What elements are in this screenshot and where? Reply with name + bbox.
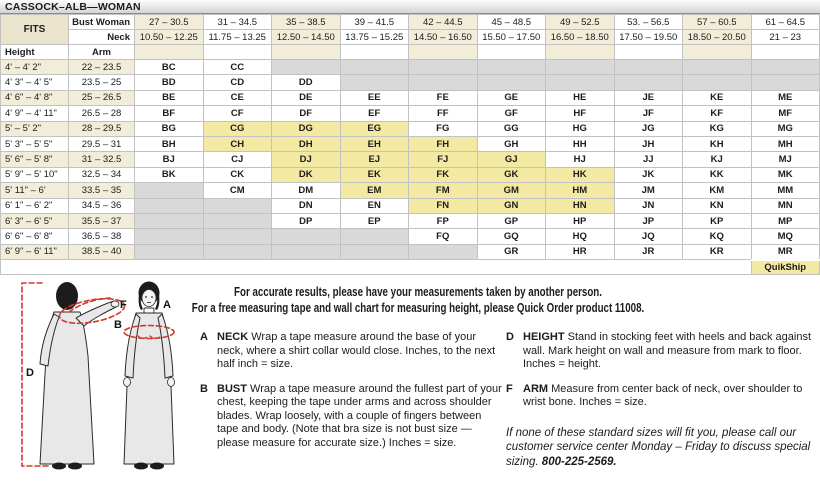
size-code-cell: DP: [272, 213, 341, 228]
neck-range-cell: 11.75 – 13.25: [203, 30, 272, 45]
unavailable-cell: [135, 198, 204, 213]
bust-row-label: Bust Woman: [69, 15, 135, 30]
size-code-cell: JP: [614, 213, 683, 228]
size-code-cell: GF: [477, 106, 546, 121]
size-code-cell: DF: [272, 106, 341, 121]
unavailable-cell: [203, 229, 272, 244]
neck-range-cell: 14.50 – 16.50: [409, 30, 478, 45]
size-code-cell: HG: [546, 121, 615, 136]
header-spacer-cell: [409, 45, 478, 60]
size-code-cell: BJ: [135, 152, 204, 167]
size-code-cell: MP: [751, 213, 820, 228]
size-code-cell: GJ: [477, 152, 546, 167]
instruction-text: [217, 331, 503, 372]
size-code-cell: CJ: [203, 152, 272, 167]
size-code-cell: KQ: [683, 229, 752, 244]
size-code-cell: DJ: [272, 152, 341, 167]
size-code-cell: MQ: [751, 229, 820, 244]
size-code-cell: FM: [409, 183, 478, 198]
neck-range-cell: 18.50 – 20.50: [683, 30, 752, 45]
header-spacer-cell: [135, 45, 204, 60]
unavailable-cell: [614, 60, 683, 75]
neck-range-cell: 15.50 – 17.50: [477, 30, 546, 45]
bust-range-cell: 45 – 48.5: [477, 15, 546, 30]
size-code-cell: KJ: [683, 152, 752, 167]
size-code-cell: DH: [272, 136, 341, 151]
figure-label-a: A: [163, 299, 171, 311]
unavailable-cell: [409, 75, 478, 90]
size-code-cell: FJ: [409, 152, 478, 167]
size-code-cell: JH: [614, 136, 683, 151]
size-code-cell: GN: [477, 198, 546, 213]
height-range-cell: 5' 11" – 6': [1, 183, 69, 198]
header-spacer-cell: [683, 45, 752, 60]
figure-label-b: B: [114, 319, 122, 331]
unavailable-cell: [409, 244, 478, 259]
arm-range-cell: 32.5 – 34: [69, 167, 135, 182]
instructions-column-left: [200, 331, 503, 461]
size-code-cell: FK: [409, 167, 478, 182]
header-spacer-cell: [272, 45, 341, 60]
bust-range-cell: 39 – 41.5: [340, 15, 409, 30]
height-range-cell: 6' 3" – 6' 5": [1, 213, 69, 228]
arm-range-cell: 29.5 – 31: [69, 136, 135, 151]
size-code-cell: DK: [272, 167, 341, 182]
instruction-text: [523, 383, 814, 410]
height-range-cell: 4' 6" – 4' 8": [1, 90, 69, 105]
size-code-cell: MH: [751, 136, 820, 151]
arm-range-cell: 33.5 – 35: [69, 183, 135, 198]
size-code-cell: KM: [683, 183, 752, 198]
header-spacer-cell: [546, 45, 615, 60]
size-code-cell: FF: [409, 106, 478, 121]
unavailable-cell: [477, 75, 546, 90]
arm-range-cell: 38.5 – 40: [69, 244, 135, 259]
size-code-cell: GQ: [477, 229, 546, 244]
height-range-cell: 4' – 4' 2": [1, 60, 69, 75]
bust-header-row: [1, 15, 820, 30]
height-range-cell: 6' 1" – 6' 2": [1, 198, 69, 213]
header-spacer-cell: [340, 45, 409, 60]
size-code-cell: JF: [614, 106, 683, 121]
size-code-cell: MR: [751, 244, 820, 259]
size-code-cell: KK: [683, 167, 752, 182]
unavailable-cell: [272, 244, 341, 259]
unavailable-cell: [135, 183, 204, 198]
header-spacer-cell: [477, 45, 546, 60]
size-table-body: [1, 60, 820, 260]
size-code-cell: MM: [751, 183, 820, 198]
figure-label-d: D: [26, 367, 34, 379]
height-col-label: Height: [1, 45, 69, 60]
bust-range-cell: 49 – 52.5: [546, 15, 615, 30]
height-range-cell: 4' 3" – 4' 5": [1, 75, 69, 90]
size-code-cell: JG: [614, 121, 683, 136]
unavailable-cell: [203, 198, 272, 213]
size-code-cell: FQ: [409, 229, 478, 244]
unavailable-cell: [135, 244, 204, 259]
size-code-cell: CG: [203, 121, 272, 136]
size-code-cell: HH: [546, 136, 615, 151]
size-code-cell: CK: [203, 167, 272, 182]
instruction-letter: F: [506, 382, 513, 395]
instruction-term: ARM: [523, 382, 549, 395]
size-row: [1, 121, 820, 136]
size-code-cell: FP: [409, 213, 478, 228]
size-code-cell: EH: [340, 136, 409, 151]
header-spacer-cell: [614, 45, 683, 60]
arm-col-label: Arm: [69, 45, 135, 60]
arm-range-cell: 22 – 23.5: [69, 60, 135, 75]
size-code-cell: DE: [272, 90, 341, 105]
size-code-cell: KP: [683, 213, 752, 228]
size-row: [1, 106, 820, 121]
neck-range-cell: 16.50 – 18.50: [546, 30, 615, 45]
size-row: [1, 244, 820, 259]
bust-range-cell: 27 – 30.5: [135, 15, 204, 30]
unavailable-cell: [340, 75, 409, 90]
size-code-cell: FN: [409, 198, 478, 213]
size-code-cell: GM: [477, 183, 546, 198]
size-code-cell: GK: [477, 167, 546, 182]
height-range-cell: 4' 9" – 4' 11": [1, 106, 69, 121]
size-code-cell: JK: [614, 167, 683, 182]
height-range-cell: 5' 3" – 5' 5": [1, 136, 69, 151]
quikship-row: [1, 260, 820, 275]
size-code-cell: FG: [409, 121, 478, 136]
size-code-cell: HN: [546, 198, 615, 213]
neck-range-cell: 21 – 23: [751, 30, 820, 45]
size-code-cell: ME: [751, 90, 820, 105]
special-sizing-text: If none of these standard sizes will fit you, please call our customer service center Monday – Friday to discuss special sizing.: [506, 426, 811, 468]
unavailable-cell: [409, 60, 478, 75]
size-code-cell: MJ: [751, 152, 820, 167]
unavailable-cell: [751, 75, 820, 90]
size-code-cell: HM: [546, 183, 615, 198]
size-code-cell: DG: [272, 121, 341, 136]
instruction-bust: [200, 383, 503, 451]
size-code-cell: EM: [340, 183, 409, 198]
arm-range-cell: 28 – 29.5: [69, 121, 135, 136]
size-code-cell: CH: [203, 136, 272, 151]
size-code-cell: EK: [340, 167, 409, 182]
size-code-cell: BD: [135, 75, 204, 90]
instruction-text: [523, 331, 814, 372]
instruction-letter: D: [506, 331, 514, 343]
height-range-cell: 5' 9" – 5' 10": [1, 167, 69, 182]
size-row: [1, 60, 820, 75]
size-code-cell: BH: [135, 136, 204, 151]
size-code-cell: HR: [546, 244, 615, 259]
size-code-cell: GR: [477, 244, 546, 259]
arm-range-cell: 23.5 – 25: [69, 75, 135, 90]
size-code-cell: HP: [546, 213, 615, 228]
size-row: [1, 167, 820, 182]
arm-range-cell: 36.5 – 38: [69, 229, 135, 244]
instruction-neck: [200, 331, 503, 372]
back-view-figure-icon: [40, 282, 126, 470]
neck-range-cell: 12.50 – 14.50: [272, 30, 341, 45]
bust-range-cell: 35 – 38.5: [272, 15, 341, 30]
neck-range-cell: 10.50 – 12.25: [135, 30, 204, 45]
size-code-cell: GP: [477, 213, 546, 228]
size-code-cell: CE: [203, 90, 272, 105]
size-code-cell: EP: [340, 213, 409, 228]
size-row: [1, 75, 820, 90]
size-code-cell: CF: [203, 106, 272, 121]
size-code-cell: JR: [614, 244, 683, 259]
unavailable-cell: [272, 60, 341, 75]
unavailable-cell: [340, 229, 409, 244]
size-row: [1, 213, 820, 228]
quikship-spacer: [1, 260, 752, 275]
size-code-cell: MK: [751, 167, 820, 182]
arm-range-cell: 34.5 – 36: [69, 198, 135, 213]
size-row: [1, 136, 820, 151]
bust-range-cell: 31 – 34.5: [203, 15, 272, 30]
size-code-cell: FH: [409, 136, 478, 151]
size-code-cell: BK: [135, 167, 204, 182]
size-code-cell: CM: [203, 183, 272, 198]
size-row: [1, 229, 820, 244]
unavailable-cell: [614, 75, 683, 90]
neck-range-cell: 17.50 – 19.50: [614, 30, 683, 45]
size-code-cell: KE: [683, 90, 752, 105]
size-code-cell: DN: [272, 198, 341, 213]
bust-range-cell: 42 – 44.5: [409, 15, 478, 30]
instruction-body: Measure from center back of neck, over shoulder to wrist bone. Inches = size.: [523, 382, 803, 408]
size-code-cell: GH: [477, 136, 546, 151]
header-spacer-cell: [203, 45, 272, 60]
unavailable-cell: [203, 244, 272, 259]
instruction-text: [217, 383, 503, 451]
unavailable-cell: [683, 75, 752, 90]
instruction-term: HEIGHT: [523, 331, 565, 343]
measurement-figure-illustration: [2, 280, 194, 480]
unavailable-cell: [272, 229, 341, 244]
instruction-term: NECK: [217, 331, 249, 343]
size-code-cell: DM: [272, 183, 341, 198]
size-code-cell: CD: [203, 75, 272, 90]
size-code-cell: MF: [751, 106, 820, 121]
customer-service-phone: 800-225-2569.: [541, 455, 617, 468]
size-code-cell: KN: [683, 198, 752, 213]
unavailable-cell: [546, 75, 615, 90]
measuring-intro: [178, 284, 658, 316]
size-code-cell: HF: [546, 106, 615, 121]
unavailable-cell: [477, 60, 546, 75]
size-table: [0, 14, 820, 275]
size-code-cell: KF: [683, 106, 752, 121]
bust-range-cell: 61 – 64.5: [751, 15, 820, 30]
neck-header-row: [1, 30, 820, 45]
size-code-cell: EN: [340, 198, 409, 213]
unavailable-cell: [135, 213, 204, 228]
size-code-cell: HJ: [546, 152, 615, 167]
size-code-cell: HK: [546, 167, 615, 182]
size-code-cell: GE: [477, 90, 546, 105]
size-code-cell: MG: [751, 121, 820, 136]
bust-range-cell: 53. – 56.5: [614, 15, 683, 30]
height-range-cell: 5' 6" – 5' 8": [1, 152, 69, 167]
height-range-cell: 5' – 5' 2": [1, 121, 69, 136]
size-code-cell: HE: [546, 90, 615, 105]
unavailable-cell: [203, 213, 272, 228]
size-code-cell: BF: [135, 106, 204, 121]
size-code-cell: JJ: [614, 152, 683, 167]
instructions-column-right: [506, 331, 814, 469]
arm-range-cell: 26.5 – 28: [69, 106, 135, 121]
intro-line-1: For accurate results, please have your measurements taken by another person.: [234, 284, 602, 299]
unavailable-cell: [751, 60, 820, 75]
size-code-cell: BC: [135, 60, 204, 75]
arm-range-cell: 25 – 26.5: [69, 90, 135, 105]
size-row: [1, 152, 820, 167]
unavailable-cell: [135, 229, 204, 244]
neck-range-cell: 13.75 – 15.25: [340, 30, 409, 45]
bust-range-cell: 57 – 60.5: [683, 15, 752, 30]
size-code-cell: EJ: [340, 152, 409, 167]
size-code-cell: BE: [135, 90, 204, 105]
header-spacer-cell: [751, 45, 820, 60]
height-range-cell: 6' 9" – 6' 11": [1, 244, 69, 259]
size-code-cell: JM: [614, 183, 683, 198]
arm-range-cell: 35.5 – 37: [69, 213, 135, 228]
figure-label-f: F: [120, 299, 127, 311]
neck-row-label: Neck: [69, 30, 135, 45]
size-code-cell: JN: [614, 198, 683, 213]
size-code-cell: MN: [751, 198, 820, 213]
size-row: [1, 183, 820, 198]
unavailable-cell: [683, 60, 752, 75]
size-code-cell: FE: [409, 90, 478, 105]
instruction-body: Wrap a tape measure around the fullest part of your chest, keeping the tape under arms and across shoulder blades. Wrap loosely, with a couple of fingers between tape and body. (Note that bra size is not bust size — please measure for accurate size.) Inches = size.: [217, 382, 502, 449]
unavailable-cell: [546, 60, 615, 75]
instruction-letter: B: [200, 382, 208, 395]
instruction-height: [506, 331, 814, 372]
chart-title: CASSOCK–ALB—WOMAN: [0, 0, 820, 14]
intro-line-2: For a free measuring tape and wall chart for measuring height, please Quick Order product 11008.: [191, 300, 645, 315]
size-code-cell: EG: [340, 121, 409, 136]
instruction-letter: A: [200, 331, 208, 343]
special-sizing-note: [506, 426, 814, 470]
instruction-term: BUST: [217, 382, 247, 395]
size-code-cell: KR: [683, 244, 752, 259]
size-code-cell: KH: [683, 136, 752, 151]
unavailable-cell: [340, 244, 409, 259]
instruction-body: Stand in stocking feet with heels and back against wall. Mark height on wall and measure from mark to floor. Inches = height.: [523, 331, 811, 370]
fits-header: FITS: [1, 15, 69, 45]
size-code-cell: JE: [614, 90, 683, 105]
size-code-cell: CC: [203, 60, 272, 75]
size-code-cell: EF: [340, 106, 409, 121]
size-row: [1, 90, 820, 105]
height-arm-header-row: [1, 45, 820, 60]
size-code-cell: HQ: [546, 229, 615, 244]
size-code-cell: DD: [272, 75, 341, 90]
size-code-cell: BG: [135, 121, 204, 136]
instruction-arm: [506, 383, 814, 410]
instruction-body: Wrap a tape measure around the base of your neck, where a shirt collar would close. Inches, to the next half inch = size.: [217, 331, 496, 370]
size-code-cell: JQ: [614, 229, 683, 244]
arm-range-cell: 31 – 32.5: [69, 152, 135, 167]
height-range-cell: 6' 6" – 6' 8": [1, 229, 69, 244]
size-code-cell: KG: [683, 121, 752, 136]
size-code-cell: GG: [477, 121, 546, 136]
quikship-badge: QuikShip: [751, 260, 820, 275]
size-code-cell: EE: [340, 90, 409, 105]
size-row: [1, 198, 820, 213]
unavailable-cell: [340, 60, 409, 75]
